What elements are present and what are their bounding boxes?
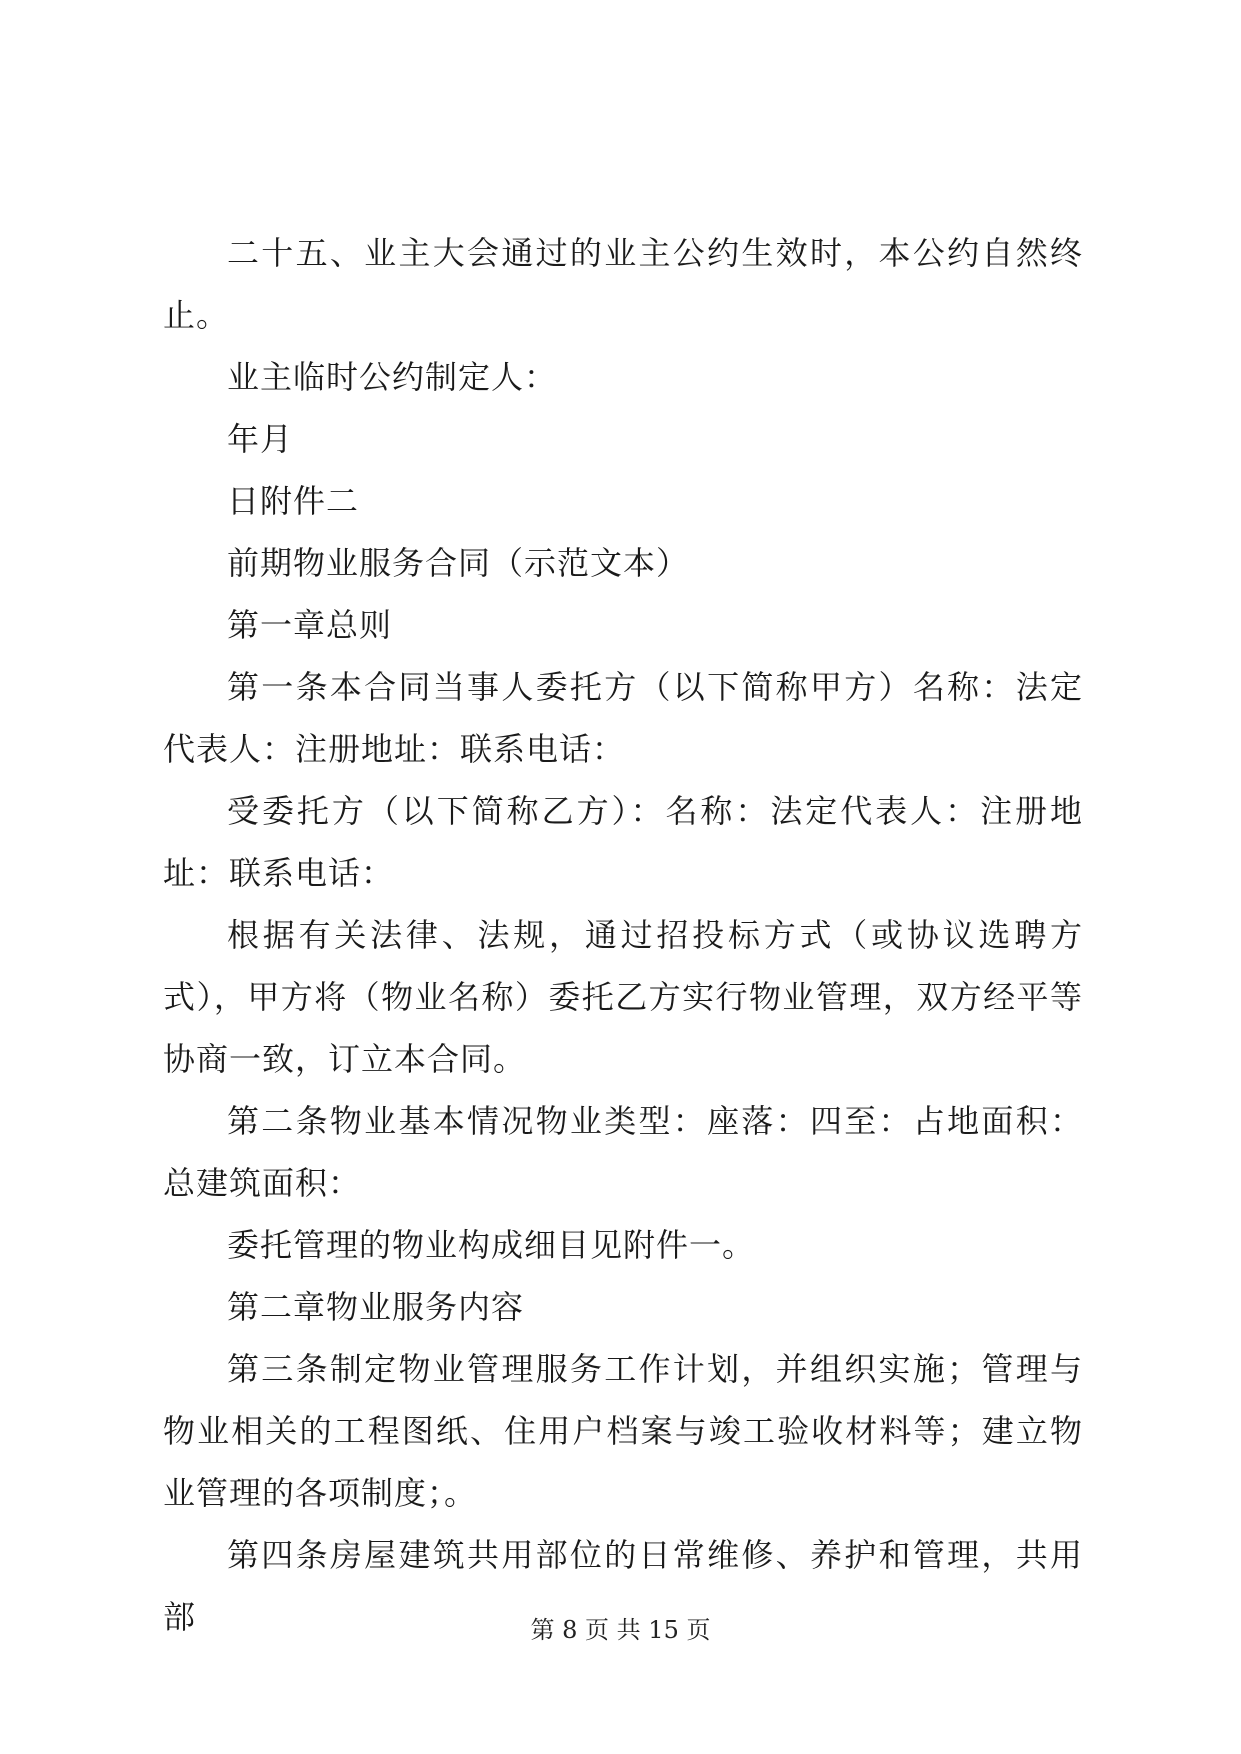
- contract-title: 前期物业服务合同（示范文本）: [227, 544, 690, 582]
- party-b-info: 受委托方（以下简称乙方）：名称：法定代表人：注册地址：联系电话：: [163, 792, 1083, 892]
- property-details-note: 委托管理的物业构成细目见附件一。: [227, 1226, 756, 1264]
- paragraph-date-year-month: 年月: [227, 420, 294, 458]
- page-number-footer: 第 8 页 共 15 页: [530, 1616, 711, 1644]
- chapter-1-heading: 第一章总则: [227, 606, 393, 644]
- chapter-2-heading: 第二章物业服务内容: [227, 1288, 525, 1326]
- article-1: 第一条本合同当事人委托方（以下简称甲方）名称：法定代表人：注册地址：联系电话：: [163, 668, 1083, 768]
- paragraph-attachment-2: 日附件二: [227, 482, 360, 520]
- document-body: [163, 222, 1083, 1648]
- article-4: 第四条房屋建筑共用部位的日常维修、养护和管理，共用部: [163, 1536, 1083, 1636]
- paragraph-signatory: 业主临时公约制定人：: [227, 358, 558, 396]
- contract-preamble: 根据有关法律、法规，通过招投标方式（或协议选聘方式），甲方将（物业名称）委托乙方实行物业管理，双方经平等协商一致，订立本合同。: [163, 916, 1083, 1078]
- paragraph-article-25: 二十五、业主大会通过的业主公约生效时，本公约自然终止。: [163, 234, 1083, 334]
- article-3: 第三条制定物业管理服务工作计划，并组织实施；管理与物业相关的工程图纸、住用户档案与竣工验收材料等；建立物业管理的各项制度；。: [163, 1350, 1083, 1512]
- article-2: 第二条物业基本情况物业类型：座落：四至：占地面积：总建筑面积：: [163, 1102, 1083, 1202]
